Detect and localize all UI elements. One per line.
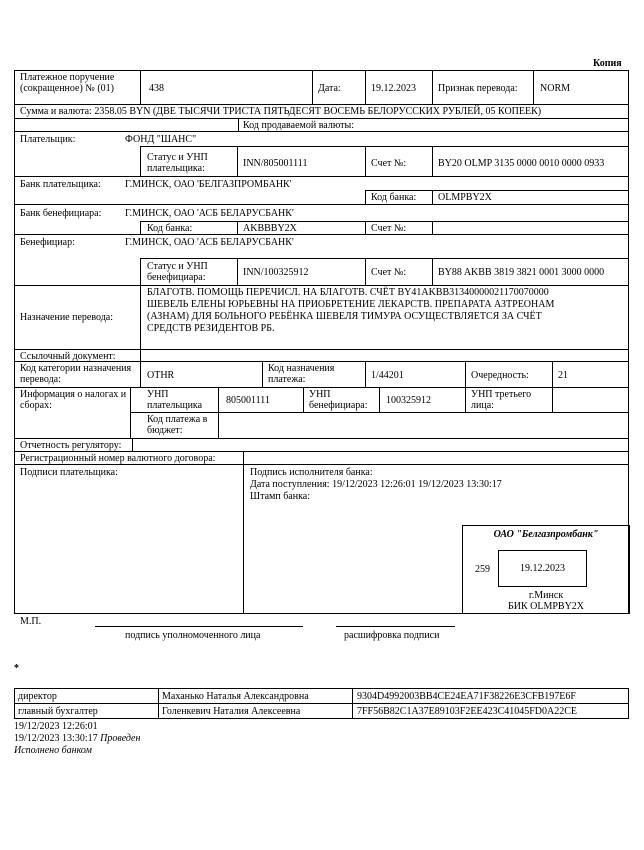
payer-name: ФОНД "ШАНС" bbox=[125, 134, 197, 145]
benef-status-label: Статус и УНП бенефициара: bbox=[147, 261, 208, 283]
unp-payer-value: 805001111 bbox=[226, 395, 270, 406]
purpose-line-2: ШЕВЕЛЬ ЕЛЕНЫ ЮРЬЕВНЫ НА ПРИОБРЕТЕНИЕ ЛЕКАРСТВ. ПРЕПАРАТА АЗТРЕОНАМ bbox=[147, 299, 555, 310]
payer-bank-value: Г.МИНСК, ОАО 'БЕЛГАЗПРОМБАНК' bbox=[125, 179, 292, 190]
transfer-sign-value: NORM bbox=[540, 83, 571, 94]
payer-account-label: Счет №: bbox=[371, 158, 407, 169]
receipt-line: Дата поступления: 19/12/2023 12:26:01 19/12/2023 13:30:17 bbox=[250, 479, 502, 490]
log-line-3: Исполнено банком bbox=[14, 745, 92, 756]
payer-status-value: INN/805001111 bbox=[243, 158, 308, 169]
payer-bank-code-label: Код банка: bbox=[371, 192, 417, 203]
payer-bank-label: Банк плательщика: bbox=[20, 179, 101, 190]
signer-hash: 9304D4992003BB4CE24EA71F38226E3CFB197E6F bbox=[357, 691, 576, 702]
auth-sign-caption: подпись уполномоченного лица bbox=[125, 630, 261, 641]
purpose-code-label: Код назначения платежа: bbox=[268, 363, 335, 385]
purpose-line-4: СРЕДСТВ РЕЗИДЕНТОВ РБ. bbox=[147, 323, 275, 334]
payer-status-label: Статус и УНП плательщика: bbox=[147, 152, 208, 174]
priority-value: 21 bbox=[558, 370, 568, 381]
benef-bank-account-label: Счет №: bbox=[371, 223, 407, 234]
date-value: 19.12.2023 bbox=[371, 83, 416, 94]
log-line-2 bbox=[14, 733, 140, 744]
unp-benef-value: 100325912 bbox=[386, 395, 431, 406]
beneficiary-value: Г.МИНСК, ОАО 'АСБ БЕЛАРУСБАНК' bbox=[125, 237, 294, 248]
benef-bank-code-label: Код банка: bbox=[147, 223, 193, 234]
contract-label: Регистрационный номер валютного договора: bbox=[20, 453, 216, 464]
date-label: Дата: bbox=[318, 83, 341, 94]
transfer-sign-label: Признак перевода: bbox=[438, 83, 518, 94]
stamp-label: Штамп банка: bbox=[250, 491, 310, 502]
doc-label: Платежное поручение (сокращенное) № (01) bbox=[20, 72, 115, 94]
benef-status-value: INN/100325912 bbox=[243, 267, 309, 278]
stamp-bank-name: ОАО "Белгазпромбанк" bbox=[493, 529, 599, 540]
copy-label: Копия bbox=[593, 58, 622, 69]
signer-name: Голенкевич Наталия Алексеевна bbox=[162, 706, 301, 717]
unp-payer-label: УНП плательщика bbox=[147, 389, 203, 411]
payer-account-value: BY20 OLMP 3135 0000 0010 0000 0933 bbox=[438, 158, 605, 169]
benef-bank-value: Г.МИНСК, ОАО 'АСБ БЕЛАРУСБАНК' bbox=[125, 208, 294, 219]
purpose-label: Назначение перевода: bbox=[20, 312, 114, 323]
star-mark: * bbox=[14, 663, 19, 674]
stamp-bic: БИК OLMPBY2X bbox=[507, 601, 585, 612]
payer-label: Плательщик: bbox=[20, 134, 76, 145]
payer-signatures-label: Подписи плательщика: bbox=[20, 467, 118, 478]
unp-benef-label: УНП бенефициара: bbox=[309, 389, 368, 411]
log-line-2-time: 19/12/2023 13:30:17 bbox=[14, 733, 98, 744]
stamp-number: 259 bbox=[475, 564, 490, 575]
priority-label: Очередность: bbox=[471, 370, 529, 381]
reference-doc-label: Ссылочный документ: bbox=[20, 351, 116, 362]
stamp-date: 19.12.2023 bbox=[520, 563, 565, 574]
signer-role: главный бухгалтер bbox=[18, 706, 98, 717]
signer-role: директор bbox=[18, 691, 57, 702]
log-line-1: 19/12/2023 12:26:01 bbox=[14, 721, 98, 732]
signer-name: Маханько Наталья Александровна bbox=[162, 691, 309, 702]
beneficiary-label: Бенефициар: bbox=[20, 237, 75, 248]
regulator-label: Отчетность регулятору: bbox=[20, 440, 122, 451]
payer-bank-code-value: OLMPBY2X bbox=[438, 192, 492, 203]
mp-label: М.П. bbox=[20, 616, 42, 627]
decode-sign-caption: расшифровка подписи bbox=[344, 630, 440, 641]
log-line-2-status: Проведен bbox=[100, 733, 141, 744]
bank-sign-label: Подпись исполнителя банка: bbox=[250, 467, 373, 478]
purpose-code-value: 1/44201 bbox=[371, 370, 404, 381]
purpose-line-3: (АЗНАМ) ДЛЯ БОЛЬНОГО РЕБЁНКА ШЕВЕЛЯ ТИМУРА ОСУЩЕСТВЛЯЕТСЯ ЗА СЧЁТ bbox=[147, 311, 542, 322]
taxes-label: Информация о налогах и сборах: bbox=[20, 389, 127, 411]
benef-bank-label: Банк бенефициара: bbox=[20, 208, 102, 219]
budget-code-label: Код платежа в бюджет: bbox=[147, 414, 208, 436]
doc-number: 438 bbox=[149, 83, 164, 94]
benef-account-label: Счет №: bbox=[371, 267, 407, 278]
amount-line: Сумма и валюта: 2358.05 BYN (ДВЕ ТЫСЯЧИ ТРИСТА ПЯТЬДЕСЯТ ВОСЕМЬ БЕЛОРУССКИХ РУБЛЕЙ, 05 КОПЕЕК) bbox=[20, 106, 542, 117]
category-label: Код категории назначения перевода: bbox=[20, 363, 132, 385]
sold-currency-label: Код продаваемой валюты: bbox=[243, 120, 355, 131]
unp-third-label: УНП третьего лица: bbox=[471, 389, 532, 411]
benef-account-value: BY88 AKBB 3819 3821 0001 3000 0000 bbox=[438, 267, 605, 278]
category-value: OTHR bbox=[147, 370, 175, 381]
signer-hash: 7FF56B82C1A37E89103F2EE423C41045FD0A22CE bbox=[357, 706, 578, 717]
stamp-city: г.Минск bbox=[528, 590, 564, 601]
benef-bank-code-value: AKBBBY2X bbox=[243, 223, 297, 234]
purpose-line-1: БЛАГОТВ. ПОМОЩЬ ПЕРЕЧИСЛ. НА БЛАГОТВ. СЧЁТ BY41AKBB31340000021170070000 bbox=[147, 287, 549, 298]
